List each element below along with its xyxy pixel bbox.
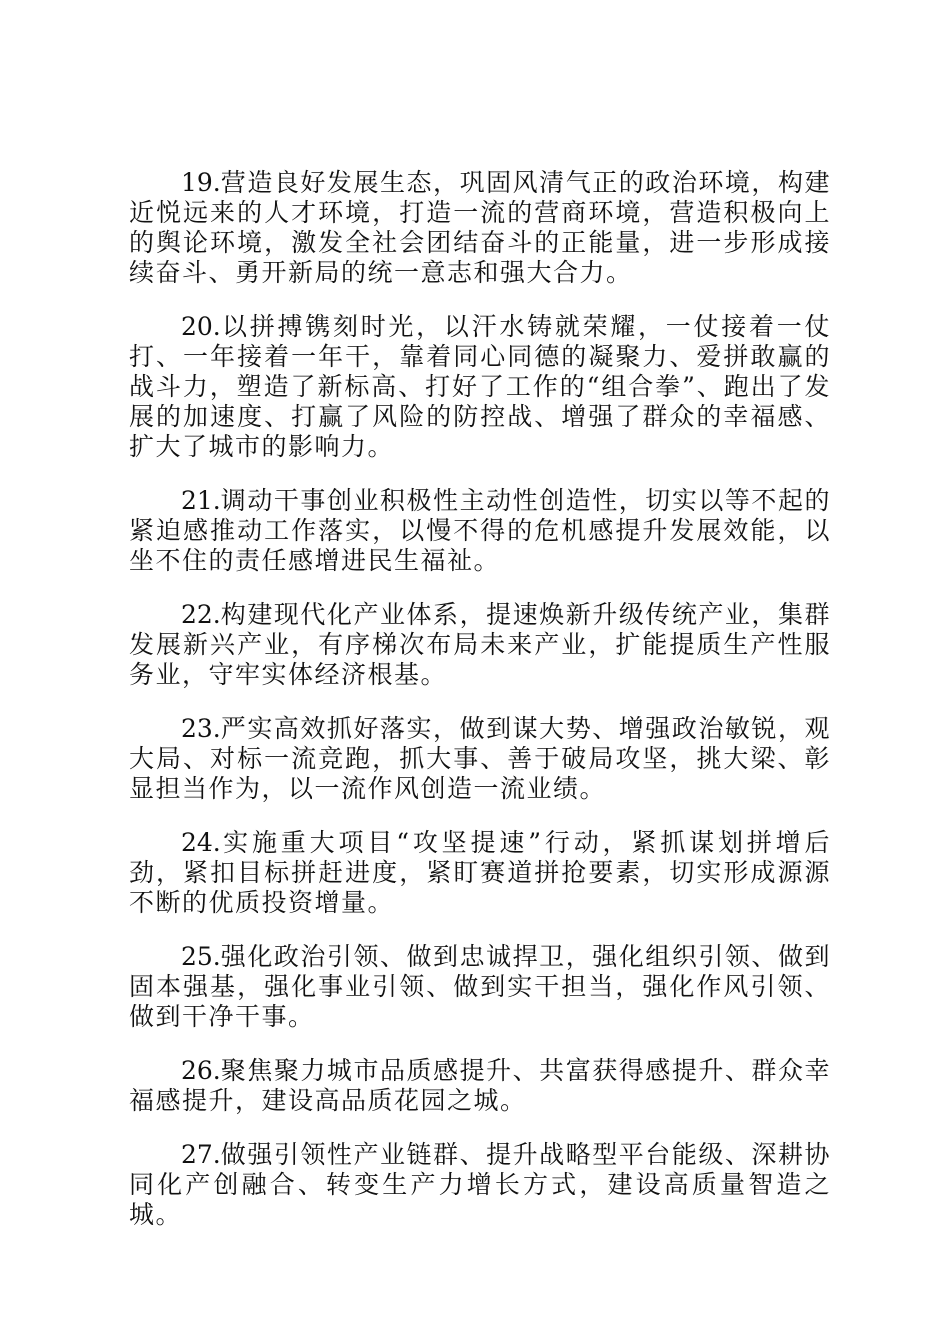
paragraph-26 [129, 1056, 831, 1116]
paragraph-20 [129, 312, 831, 462]
paragraph-27 [129, 1140, 831, 1230]
paragraph-24 [129, 828, 831, 918]
item-number: 21. [181, 486, 221, 515]
paragraph-text: 聚焦聚力城市品质感提升、共富获得感提升、群众幸福感提升，建设高品质花园之城。 [129, 1056, 831, 1115]
item-number: 25. [181, 942, 221, 971]
paragraph-25 [129, 942, 831, 1032]
item-number: 20. [181, 312, 221, 341]
item-number: 23. [181, 714, 221, 743]
document-page [129, 168, 831, 1254]
paragraph-19 [129, 168, 831, 288]
paragraph-22 [129, 600, 831, 690]
paragraph-text: 构建现代化产业体系，提速焕新升级传统产业，集群发展新兴产业，有序梯次布局未来产业，扩能提质生产性服务业，守牢实体经济根基。 [129, 600, 831, 689]
item-number: 26. [181, 1056, 221, 1085]
paragraph-text: 严实高效抓好落实，做到谋大势、增强政治敏锐，观大局、对标一流竞跑，抓大事、善于破局攻坚，挑大梁、彰显担当作为，以一流作风创造一流业绩。 [129, 714, 831, 803]
item-number: 24. [181, 828, 221, 857]
paragraph-text: 营造良好发展生态，巩固风清气正的政治环境，构建近悦远来的人才环境，打造一流的营商环境，营造积极向上的舆论环境，激发全社会团结奋斗的正能量，进一步形成接续奋斗、勇开新局的统一意志和强大合力。 [129, 168, 831, 287]
paragraph-text: 做强引领性产业链群、提升战略型平台能级、深耕协同化产创融合、转变生产力增长方式，建设高质量智造之城。 [129, 1140, 831, 1229]
paragraph-text: 以拼搏镌刻时光，以汗水铸就荣耀，一仗接着一仗打、一年接着一年干，靠着同心同德的凝聚力、爱拼敢赢的战斗力，塑造了新标高、打好了工作的“组合拳”、跑出了发展的加速度、打赢了风险的防控战、增强了群众的幸福感、扩大了城市的影响力。 [129, 312, 831, 461]
item-number: 27. [181, 1140, 221, 1169]
paragraph-text: 强化政治引领、做到忠诚捍卫，强化组织引领、做到固本强基，强化事业引领、做到实干担当，强化作风引领、做到干净干事。 [129, 942, 831, 1031]
item-number: 19. [181, 168, 221, 197]
paragraph-text: 实施重大项目“攻坚提速”行动，紧抓谋划拼增后劲，紧扣目标拼赶进度，紧盯赛道拼抢要素，切实形成源源不断的优质投资增量。 [129, 828, 831, 917]
paragraph-21 [129, 486, 831, 576]
item-number: 22. [181, 600, 221, 629]
paragraph-text: 调动干事创业积极性主动性创造性，切实以等不起的紧迫感推动工作落实，以慢不得的危机感提升发展效能，以坐不住的责任感增进民生福祉。 [129, 486, 831, 575]
paragraph-23 [129, 714, 831, 804]
